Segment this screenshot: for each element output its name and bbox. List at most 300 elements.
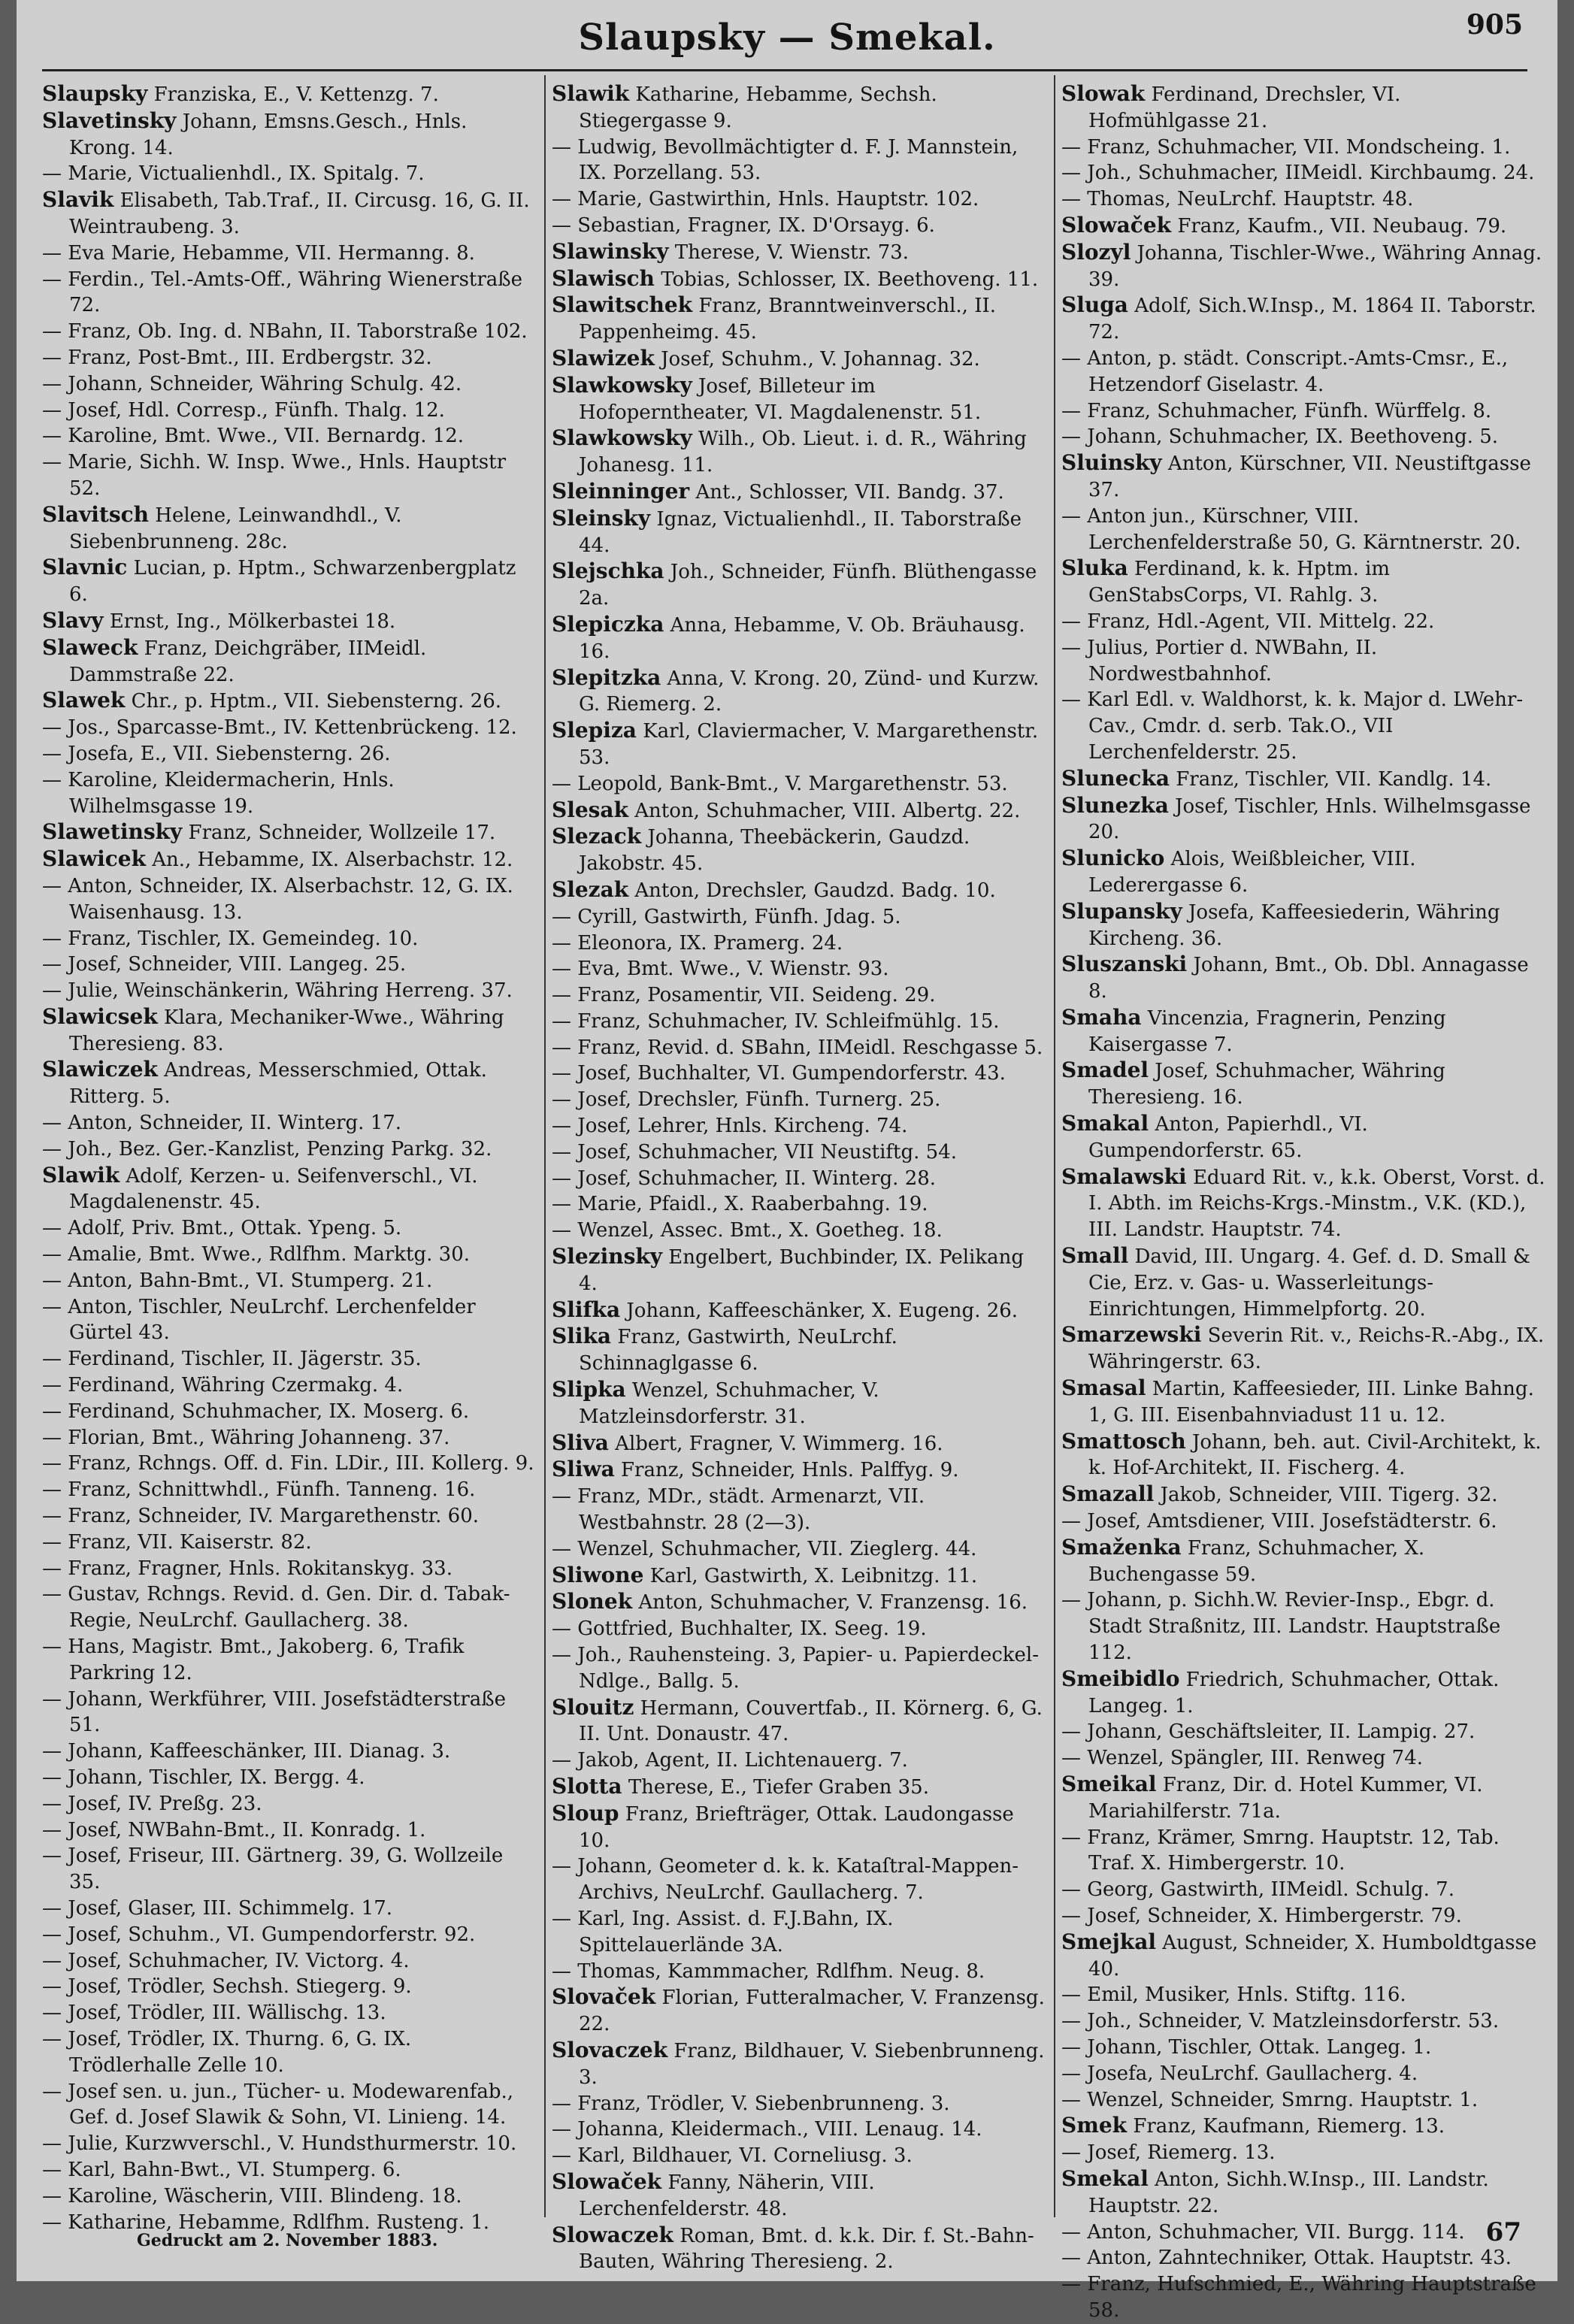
entry-details: Franz, Schneider, Hnls. Palffyg. 9. — [621, 1459, 959, 1482]
directory-entry — [1061, 1111, 1548, 1164]
entry-details: — Josef, Schneider, VIII. Langeg. 25. — [42, 953, 407, 976]
entry-details: — Josef, Trödler, IX. Thurng. 6, G. IX. Trödlerhalle Zelle 10. — [42, 2027, 412, 2077]
directory-entry — [1061, 1508, 1548, 1535]
entry-details: — Marie, Victualienhdl., IX. Spitalg. 7. — [42, 162, 425, 186]
entry-details: Franz, Schuhmacher, X. Buchengasse 59. — [1088, 1536, 1425, 1586]
entry-surname: Slavitsch — [42, 501, 150, 527]
directory-entry — [552, 1035, 1046, 1061]
entry-surname: Smek — [1061, 2113, 1128, 2138]
entry-surname: Sluka — [1061, 555, 1128, 581]
entry-details: Helene, Leinwandhdl., V. Siebenbrunneng. 28c. — [69, 504, 402, 553]
entry-details: Martin, Kaffeesieder, III. Linke Bahng. 1, G. III. Eisenbahnviadust 11 u. 12. — [1088, 1378, 1534, 1427]
directory-entry — [42, 241, 537, 267]
entry-surname: Slavnic — [42, 555, 128, 580]
directory-entry — [1061, 1535, 1548, 1588]
directory-entry — [552, 1906, 1046, 1959]
entry-details: — Marie, Gastwirthin, Hnls. Hauptstr. 102. — [552, 188, 979, 211]
entry-details: Johanna, Theebäckerin, Gaudzd. Jakobstr. 45. — [579, 826, 970, 876]
directory-entry — [552, 2091, 1046, 2117]
entry-surname: Smeikal — [1061, 1772, 1157, 1796]
directory-entry — [552, 1959, 1046, 1985]
entry-details: Anton, Papierhdl., VI. Gumpendorferstr. 65. — [1088, 1113, 1368, 1162]
entry-details: — Hans, Magistr. Bmt., Jakoberg. 6, Trafik Parkring 12. — [42, 1636, 465, 1684]
entry-details: Johann, beh. aut. Civil-Architekt, k. k. Hof-Architekt, II. Fischerg. 4. — [1088, 1430, 1542, 1480]
directory-entry — [1061, 240, 1548, 293]
entry-details: Ernst, Ing., Mölkerbastei 18. — [109, 610, 396, 633]
entry-details: — Katharine, Hebamme, Rdlfhm. Rusteng. 1. — [42, 2211, 490, 2234]
entry-details: — Marie, Pfaidl., X. Raaberbahng. 19. — [552, 1193, 928, 1216]
directory-entry — [1061, 2035, 1548, 2061]
entry-details: Johann, Emsns.Gesch., Hnls. Krong. 14. — [69, 110, 468, 159]
directory-entry — [1061, 899, 1548, 952]
directory-entry — [552, 931, 1046, 957]
entry-surname: Smaženka — [1061, 1534, 1182, 1560]
directory-entry — [42, 767, 537, 820]
directory-entry — [552, 824, 1046, 877]
entry-details: Anton, Schuhmacher, V. Franzensg. 16. — [638, 1591, 1028, 1614]
entry-details: — Franz, Post-Bmt., III. Erdbergstr. 32. — [42, 346, 432, 369]
entry-details: — Josef, IV. Preßg. 23. — [42, 1792, 262, 1815]
directory-entry — [42, 1530, 537, 1556]
entry-details: — Julius, Portier d. NWBahn, II. Nordwestbahnhof. — [1061, 636, 1378, 685]
entry-details: — Joh., Schuhmacher, IIMeidl. Kirchbaumg. 24. — [1061, 162, 1535, 185]
directory-entry — [42, 741, 537, 767]
directory-entry — [1061, 2245, 1548, 2271]
directory-entry — [42, 1057, 537, 1110]
entry-details: — Josef sen. u. jun., Tücher- u. Modewarenfab., Gef. d. Josef Slawik & Sohn, VI. Linieng. 14. — [42, 2080, 514, 2129]
entry-details: — Franz, Schuhmacher, VII. Mondscheing. 1. — [1061, 135, 1511, 159]
entry-surname: Slawik — [42, 1162, 120, 1188]
entry-details: Engelbert, Buchbinder, IX. Pelikang 4. — [579, 1246, 1025, 1295]
directory-entry — [1061, 1877, 1548, 1903]
directory-entry — [552, 1616, 1046, 1642]
entry-surname: Slavy — [42, 607, 104, 633]
directory-entry — [42, 926, 537, 952]
directory-entry — [42, 846, 537, 873]
entry-details: Josef, Schuhm., V. Johannag. 32. — [661, 347, 980, 371]
directory-entry — [552, 2143, 1046, 2169]
entry-surname: Sluga — [1061, 292, 1128, 318]
directory-entry — [1061, 2271, 1548, 2324]
entry-details: — Jakob, Agent, II. Lichtenauerg. 7. — [552, 1749, 908, 1772]
directory-entry — [552, 1642, 1046, 1695]
entry-details: — Jos., Sparcasse-Bmt., IV. Kettenbrückeng. 12. — [42, 716, 517, 740]
entry-details: — Josef, Riemerg. 13. — [1061, 2141, 1276, 2165]
directory-entry — [1061, 2061, 1548, 2087]
directory-entry — [1061, 424, 1548, 450]
directory-entry — [42, 1136, 537, 1163]
entry-surname: Smadel — [1061, 1058, 1149, 1083]
entry-details: Anton, Sichh.W.Insp., III. Landstr. Hauptstr. 22. — [1088, 2168, 1489, 2217]
entry-details: Josef, Tischler, Hnls. Wilhelmsgasse 20. — [1088, 794, 1531, 844]
entry-details: Johann, Bmt., Ob. Dbl. Annagasse 8. — [1088, 954, 1529, 1003]
entry-details: Eduard Rit. v., k.k. Oberst, Vorst. d. I. Abth. im Reichs-Krgs.-Minstm., V.K. (KD.), III. Landstr. Hauptstr. 74. — [1088, 1166, 1545, 1242]
entry-details: Therese, V. Wienstr. 73. — [674, 241, 910, 264]
entry-details: — Karl Edl. v. Waldhorst, k. k. Major d. LWehr-Cav., Cmdr. d. serb. Tak.O., VII Lerchenfelderstr. 25. — [1061, 688, 1524, 764]
directory-entry — [42, 1503, 537, 1530]
entry-details: — Franz, Hufschmied, E., Währing Hauptstraße 58. — [1061, 2273, 1536, 2322]
entry-details: Vincenzia, Fragnerin, Penzing Kaisergasse 7. — [1088, 1006, 1446, 1056]
entry-surname: Slonek — [552, 1589, 633, 1614]
directory-entry — [1061, 1005, 1548, 1058]
entry-surname: Smattosch — [1061, 1428, 1186, 1454]
entry-details: Karl, Gastwirth, X. Leibnitzg. 11. — [649, 1564, 978, 1587]
directory-entry — [1061, 292, 1548, 346]
entry-details: — Ferdinand, Währing Czermakg. 4. — [42, 1374, 404, 1397]
entry-details: Josefa, Kaffeesiederin, Währing Kircheng. 36. — [1088, 900, 1500, 950]
entry-details: — Emil, Musiker, Hnls. Stiftg. 116. — [1061, 1984, 1406, 2007]
entry-details: Hermann, Couvertfab., II. Körnerg. 6, G. II. Unt. Donaustr. 47. — [579, 1696, 1043, 1746]
entry-details: — Josefa, E., VII. Siebensterng. 26. — [42, 742, 391, 765]
entry-surname: Slovaczek — [552, 2037, 668, 2062]
entry-details: Johann, Kaffeeschänker, X. Eugeng. 26. — [626, 1299, 1019, 1322]
entry-details: Wenzel, Schuhmacher, V. Matzleinsdorferstr. 31. — [579, 1379, 879, 1428]
entry-details: — Franz, Hdl.-Agent, VII. Mittelg. 22. — [1061, 610, 1435, 633]
entry-surname: Slezak — [552, 876, 629, 902]
directory-entry — [552, 1113, 1046, 1139]
directory-entry — [1061, 1375, 1548, 1429]
directory-entry — [552, 1087, 1046, 1113]
entry-surname: Smazall — [1061, 1481, 1155, 1507]
directory-entry — [552, 346, 1046, 373]
directory-entry — [42, 502, 537, 555]
entry-details: — Karoline, Bmt. Wwe., VII. Bernardg. 12. — [42, 425, 465, 448]
entry-details: — Anton, Schuhmacher, VII. Burgg. 114. — [1061, 2220, 1465, 2244]
entry-details: — Johann, Schuhmacher, IX. Beethoveng. 5. — [1061, 425, 1499, 449]
directory-entry — [552, 1061, 1046, 1087]
column-divider — [544, 75, 546, 2217]
entry-details: Tobias, Schlosser, IX. Beethoveng. 11. — [661, 268, 1039, 291]
directory-entry — [552, 558, 1046, 612]
entry-surname: Slezack — [552, 824, 642, 849]
directory-entry — [42, 1948, 537, 1974]
entry-details: — Ferdin., Tel.-Amts-Off., Währing Wienerstraße 72. — [42, 268, 523, 317]
entry-surname: Slavik — [42, 187, 114, 213]
entry-details: Ant., Schlosser, VII. Bandg. 37. — [695, 480, 1004, 504]
print-date: Gedruckt am 2. November 1883. — [137, 2231, 438, 2250]
directory-entry — [1061, 1745, 1548, 1772]
entry-details: — Anton jun., Kürschner, VIII. Lerchenfelderstraße 50, G. Kärntnerstr. 20. — [1061, 504, 1521, 554]
entry-details: — Josef, Drechsler, Fünfh. Turnerg. 25. — [552, 1088, 941, 1112]
entry-details: Anton, Schuhmacher, VIII. Albertg. 22. — [634, 799, 1021, 822]
entry-surname: Slawisch — [552, 265, 655, 291]
directory-entry — [552, 877, 1046, 904]
entry-details: Johanna, Tischler-Wwe., Währing Annag. 39. — [1088, 241, 1542, 291]
directory-entry — [552, 1218, 1046, 1244]
entry-details: Josef, Billeteur im Hofoperntheater, VI. Magdalenenstr. 51. — [579, 374, 982, 424]
directory-entry — [1061, 504, 1548, 556]
directory-entry — [42, 1581, 537, 1634]
directory-entry — [552, 213, 1046, 239]
directory-entry — [42, 2079, 537, 2132]
directory-entry — [42, 2183, 537, 2210]
directory-entry — [42, 81, 537, 108]
directory-entry — [1061, 2087, 1548, 2114]
entry-details: Elisabeth, Tab.Traf., II. Circusg. 16, G. II. Weintraubeng. 3. — [69, 189, 530, 238]
directory-entry — [552, 135, 1046, 187]
directory-entry — [1061, 398, 1548, 425]
entry-details: — Josef, Glaser, III. Schimmelg. 17. — [42, 1896, 393, 1920]
directory-entry — [1061, 1903, 1548, 1929]
entry-details: Lucian, p. Hptm., Schwarzenbergplatz 6. — [69, 557, 516, 607]
entry-details: Ignaz, Victualienhdl., II. Taborstraße 44. — [579, 507, 1022, 557]
directory-entry — [1061, 766, 1548, 793]
entry-surname: Smasal — [1061, 1375, 1146, 1401]
entry-details: — Leopold, Bank-Bmt., V. Margarethenstr. 53. — [552, 772, 1008, 795]
directory-entry — [1061, 793, 1548, 846]
entry-details: Jakob, Schneider, VIII. Tigerg. 32. — [1160, 1484, 1498, 1507]
directory-entry — [1061, 1982, 1548, 2008]
entry-details: Adolf, Kerzen- u. Seifenverschl., VI. Magdalenenstr. 45. — [69, 1164, 478, 1214]
entry-surname: Slowak — [1061, 81, 1146, 106]
directory-entry — [42, 1242, 537, 1268]
entry-details: — Johann, p. Sichh.W. Revier-Insp., Ebgr. d. Stadt Straßnitz, III. Landstr. Hauptstraße 112. — [1061, 1589, 1501, 1665]
entry-details: Roman, Bmt. d. k.k. Dir. f. St.-Bahn-Bauten, Währing Theresieng. 2. — [579, 2224, 1034, 2274]
entry-surname: Slawkowsky — [552, 425, 692, 451]
entry-details: — Franz, Trödler, V. Siebenbrunneng. 3. — [552, 2092, 950, 2115]
sheet-number: 67 — [1485, 2217, 1521, 2247]
directory-entry — [1061, 846, 1548, 899]
entry-details: — Cyrill, Gastwirth, Fünfh. Jdag. 5. — [552, 905, 901, 928]
directory-entry — [1061, 1587, 1548, 1666]
directory-entry — [552, 665, 1046, 719]
entry-details: August, Schneider, X. Humboldtgasse 40. — [1088, 1931, 1537, 1981]
entry-details: — Franz, Ob. Ing. d. NBahn, II. Taborstraße 102. — [42, 320, 528, 343]
directory-entry — [1061, 1825, 1548, 1878]
directory-entry — [1061, 186, 1548, 213]
entry-surname: Slezinsky — [552, 1244, 662, 1269]
entry-details: — Franz, Tischler, IX. Gemeindeg. 10. — [42, 927, 419, 950]
entry-details: Wilh., Ob. Lieut. i. d. R., Währing Johanesg. 11. — [579, 428, 1027, 477]
entry-surname: Slupansky — [1061, 898, 1182, 924]
directory-entry — [42, 1451, 537, 1477]
directory-entry — [1061, 2008, 1548, 2035]
entry-details: — Joh., Schneider, V. Matzleinsdorferstr. 53. — [1061, 2010, 1500, 2033]
directory-entry — [552, 956, 1046, 982]
entry-details: — Wenzel, Spängler, III. Renweg 74. — [1061, 1747, 1424, 1770]
entry-details: — Anton, Schneider, IX. Alserbachstr. 12, G. IX. Waisenhausg. 13. — [42, 874, 513, 924]
entry-surname: Slawetinsky — [42, 819, 183, 845]
entry-surname: Sleinninger — [552, 478, 690, 504]
entry-details: — Josef, NWBahn-Bmt., II. Konradg. 1. — [42, 1818, 426, 1841]
directory-entry — [552, 1589, 1046, 1616]
directory-entry — [552, 1457, 1046, 1484]
directory-entry — [552, 2169, 1046, 2223]
entry-details: — Franz, Schneider, IV. Margarethenstr. 60. — [42, 1505, 480, 1528]
directory-entry — [42, 1346, 537, 1372]
entry-surname: Smaha — [1061, 1004, 1142, 1030]
entry-details: — Franz, Revid. d. SBahn, IIMeidl. Reschgasse 5. — [552, 1036, 1043, 1059]
directory-entry — [552, 1748, 1046, 1774]
entry-details: — Franz, Rchngs. Off. d. Fin. LDir., III. Kollerg. 9. — [42, 1452, 534, 1475]
entry-details: — Johann, Geometer d. k. k. Kataſtral-Mappen-Archivs, NeuLrchf. Gaullacherg. 7. — [552, 1855, 1019, 1905]
directory-entry — [552, 1984, 1046, 2038]
entry-surname: Slozyl — [1061, 239, 1131, 265]
directory-entry — [1061, 1058, 1548, 1111]
directory-entry — [42, 1922, 537, 1948]
directory-entry — [42, 1004, 537, 1058]
directory-entry — [42, 108, 537, 162]
entry-details: Therese, E., Tiefer Graben 35. — [628, 1776, 929, 1799]
directory-entry — [552, 718, 1046, 771]
entry-surname: Slaweck — [42, 634, 138, 660]
entry-details: — Ferdinand, Schuhmacher, IX. Moserg. 6. — [42, 1400, 470, 1423]
directory-entry — [552, 1774, 1046, 1801]
directory-entry — [42, 371, 537, 398]
directory-entry — [42, 1687, 537, 1739]
entry-details: — Florian, Bmt., Währing Johanneng. 37. — [42, 1426, 450, 1449]
entry-surname: Sliva — [552, 1430, 609, 1455]
directory-entry — [42, 1896, 537, 1922]
directory-entry — [552, 1324, 1046, 1377]
entry-details: — Julie, Kurzwverschl., V. Hundsthurmerstr. 10. — [42, 2132, 517, 2156]
directory-entry — [552, 1009, 1046, 1035]
directory-entry — [552, 771, 1046, 797]
directory-entry — [552, 612, 1046, 665]
entry-details: — Eleonora, IX. Pramerg. 24. — [552, 931, 843, 955]
directory-entry — [552, 2117, 1046, 2143]
entry-details: — Wenzel, Schuhmacher, VII. Zieglerg. 44. — [552, 1537, 977, 1560]
entry-details: — Franz, Schuhmacher, Fünfh. Würffelg. 8. — [1061, 399, 1492, 422]
entry-surname: Small — [1061, 1243, 1129, 1269]
entry-details: — Franz, Fragner, Hnls. Rokitanskyg. 33. — [42, 1557, 453, 1580]
entry-details: — Adolf, Priv. Bmt., Ottak. Ypeng. 5. — [42, 1217, 402, 1240]
entry-surname: Smakal — [1061, 1111, 1149, 1136]
directory-entry — [42, 1477, 537, 1503]
entry-details: — Karl, Bahn-Bwt., VI. Stumperg. 6. — [42, 2158, 401, 2181]
entry-details: — Josef, Lehrer, Hnls. Kircheng. 74. — [552, 1115, 908, 1138]
directory-entry — [1061, 687, 1548, 765]
entry-details: An., Hebamme, IX. Alserbachstr. 12. — [152, 849, 513, 872]
column-divider — [1054, 75, 1055, 2217]
entry-surname: Slunezka — [1061, 792, 1169, 818]
entry-details: — Julie, Weinschänkerin, Währing Herreng. 37. — [42, 979, 513, 1003]
entry-details: — Eva Marie, Hebamme, VII. Hermanng. 8. — [42, 241, 475, 265]
entry-details: — Wenzel, Schneider, Smrng. Hauptstr. 1. — [1061, 2088, 1479, 2111]
directory-entry — [1061, 450, 1548, 504]
entry-details: — Josef, Schuhmacher, VII Neustiftg. 54. — [552, 1140, 958, 1164]
directory-entry — [1061, 555, 1548, 609]
directory-entry — [42, 1215, 537, 1242]
entry-surname: Slawkowsky — [552, 372, 692, 398]
entry-surname: Slifka — [552, 1297, 621, 1322]
entry-details: — Franz, Schuhmacher, IV. Schleifmühlg. 15. — [552, 1009, 1000, 1033]
entry-details: — Josef, Amtsdiener, VIII. Josefstädterstr. 6. — [1061, 1510, 1497, 1533]
entry-details: — Karl, Ing. Assist. d. F.J.Bahn, IX. Spittelauerlände 3A. — [552, 1907, 894, 1956]
entry-surname: Slawitschek — [552, 292, 693, 318]
entry-surname: Slunicko — [1061, 846, 1165, 871]
entry-details: — Josef, Friseur, III. Gärtnerg. 39, G. Wollzeile 35. — [42, 1844, 504, 1894]
directory-entry — [1061, 952, 1548, 1005]
directory-entry — [552, 186, 1046, 213]
entry-details: Anton, Drechsler, Gaudzd. Badg. 10. — [634, 879, 996, 902]
directory-entry — [552, 266, 1046, 293]
entry-details: Florian, Futteralmacher, V. Franzensg. 22. — [579, 1987, 1045, 2036]
directory-entry — [552, 1377, 1046, 1430]
entry-details: — Joh., Bez. Ger.-Kanzlist, Penzing Parkg. 32. — [42, 1137, 492, 1160]
directory-entry — [1061, 2166, 1548, 2220]
entry-details: Joh., Schneider, Fünfh. Blüthengasse 2a. — [579, 561, 1037, 610]
entry-details: Franz, Kaufmann, Riemerg. 13. — [1133, 2115, 1445, 2138]
entry-surname: Slesak — [552, 797, 628, 822]
directory-entry — [552, 373, 1046, 426]
entry-surname: Smekal — [1061, 2165, 1149, 2191]
entry-details: — Josef, Schuhm., VI. Gumpendorferstr. 92. — [42, 1923, 476, 1946]
directory-entry — [42, 978, 537, 1004]
entry-details: Franz, Deichgräber, IIMeidl. Dammstraße 22. — [69, 637, 427, 686]
directory-entry — [42, 1765, 537, 1791]
directory-entry — [42, 1843, 537, 1896]
directory-entry — [42, 398, 537, 424]
entry-details: — Johanna, Kleidermach., VIII. Lenaug. 14. — [552, 2118, 982, 2141]
entry-details: Franz, Dir. d. Hotel Kummer, VI. Mariahilferstr. 71a. — [1088, 1774, 1483, 1823]
entry-details: — Anton, Bahn-Bmt., VI. Stumperg. 21. — [42, 1269, 433, 1292]
entry-details: — Ferdinand, Tischler, II. Jägerstr. 35. — [42, 1348, 422, 1371]
entry-details: — Josef, Schneider, X. Himbergerstr. 79. — [1061, 1904, 1462, 1927]
page-title: Slaupsky — Smekal. — [578, 17, 996, 59]
entry-surname: Slawinsky — [552, 238, 669, 264]
entry-surname: Slavetinsky — [42, 107, 177, 133]
directory-entry — [42, 635, 537, 688]
directory-entry — [42, 1738, 537, 1765]
entry-details: Franziska, E., V. Kettenzg. 7. — [153, 83, 439, 106]
entry-surname: Slunecka — [1061, 765, 1170, 791]
directory-entry — [42, 1817, 537, 1844]
directory-entry — [552, 1244, 1046, 1297]
directory-entry — [552, 1297, 1046, 1324]
directory-entry — [1061, 1719, 1548, 1745]
directory-entry — [552, 479, 1046, 506]
entry-details: — Franz, MDr., städt. Armenarzt, VII. Westbahnstr. 28 (2—3). — [552, 1485, 925, 1535]
directory-entry — [42, 1556, 537, 1582]
entry-details: Albert, Fragner, V. Wimmerg. 16. — [615, 1432, 943, 1455]
directory-entry — [552, 1563, 1046, 1590]
directory-entry — [1061, 160, 1548, 186]
entry-details: Franz, Bildhauer, V. Siebenbrunneng. 3. — [579, 2039, 1045, 2089]
entry-details: Fanny, Näherin, VIII. Lerchenfelderstr. 48. — [579, 2171, 875, 2220]
entry-details: Franz, Kaufm., VII. Neubaug. 79. — [1177, 214, 1507, 238]
entry-surname: Sliwone — [552, 1562, 644, 1587]
entry-surname: Sluszanski — [1061, 952, 1188, 977]
directory-entry — [42, 1425, 537, 1451]
directory-entry — [42, 1791, 537, 1817]
directory-entry — [42, 345, 537, 371]
entry-details: — Ludwig, Bevollmächtigter d. F. J. Mannstein, IX. Porzellang. 53. — [552, 135, 1019, 185]
directory-entry — [42, 449, 537, 502]
directory-entry — [552, 2038, 1046, 2091]
entry-details: — Josef, Trödler, III. Wällischg. 13. — [42, 2002, 386, 2025]
entry-details: — Josefa, NeuLrchf. Gaullacherg. 4. — [1061, 2062, 1418, 2085]
directory-entry — [42, 423, 537, 449]
directory-entry — [42, 2000, 537, 2026]
entry-surname: Slowaček — [552, 2168, 662, 2194]
entry-details: — Anton, p. städt. Conscript.-Amts-Cmsr., E., Hetzendorf Giselastr. 4. — [1061, 346, 1509, 396]
directory-entry — [42, 2026, 537, 2079]
entry-details: Franz, Tischler, VII. Kandlg. 14. — [1176, 767, 1492, 791]
entry-details: — Josef, Trödler, Sechsh. Stiegerg. 9. — [42, 1975, 412, 1999]
directory-entry — [42, 187, 537, 241]
directory-entry — [552, 425, 1046, 479]
entry-details: — Josef, Hdl. Corresp., Fünfh. Thalg. 12. — [42, 398, 445, 422]
directory-entry — [552, 1853, 1046, 1906]
entry-details: — Franz, Krämer, Smrng. Hauptstr. 12, Tab. Traf. X. Himbergerstr. 10. — [1061, 1826, 1500, 1875]
directory-entry — [552, 904, 1046, 931]
directory-entry — [42, 1110, 537, 1136]
entry-details: — Amalie, Bmt. Wwe., Rdlfhm. Marktg. 30. — [42, 1243, 471, 1266]
entry-details: — Franz, Schnittwhdl., Fünfh. Tanneng. 16. — [42, 1478, 476, 1502]
entry-details: — Karoline, Wäscherin, VIII. Blindeng. 18. — [42, 2184, 462, 2207]
directory-entry — [42, 1163, 537, 1216]
